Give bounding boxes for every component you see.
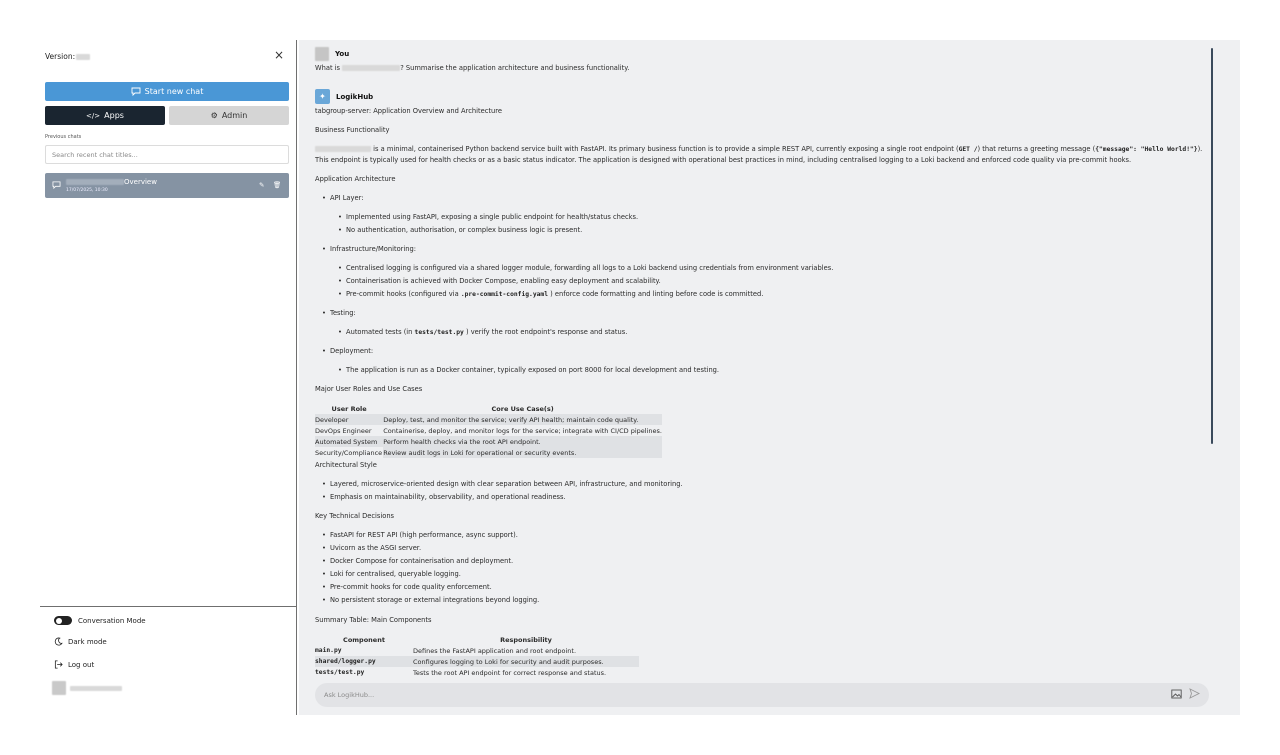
- components-table: [315, 634, 639, 678]
- table-row: [315, 425, 662, 436]
- table-cell: Review audit logs in Loki for operational or security events.: [383, 447, 662, 458]
- list-item: • No persistent storage or external integrations beyond logging.: [330, 596, 539, 604]
- trash-icon[interactable]: 🗑: [273, 181, 282, 189]
- redacted-app-name: [342, 65, 400, 71]
- chat-title: [66, 178, 157, 186]
- pencil-icon[interactable]: ✎: [259, 181, 265, 189]
- image-upload-icon[interactable]: [1171, 689, 1182, 702]
- conversation-mode-label: Conversation Mode: [78, 616, 146, 625]
- table-cell: shared/logger.py: [315, 656, 413, 667]
- list-item: • Infrastructure/Monitoring:: [330, 245, 416, 253]
- table-cell: Developer: [315, 414, 383, 425]
- inline-code: GET /: [958, 146, 978, 153]
- text: ) that returns a greeting message (: [977, 145, 1096, 153]
- version-value-redacted: [76, 54, 90, 60]
- table-cell: Tests the root API endpoint for correct response and status.: [413, 668, 607, 677]
- sidebar: [40, 40, 297, 715]
- redacted-app-name: [315, 146, 371, 152]
- text: ).: [1197, 145, 1203, 153]
- logout-button[interactable]: [54, 660, 94, 669]
- table-header: Responsibility: [500, 635, 552, 644]
- version-label: Version:: [45, 52, 76, 61]
- architecture-heading: Application Architecture: [315, 175, 396, 183]
- user-message: [315, 64, 629, 72]
- list-item: • Implemented using FastAPI, exposing a single public endpoint for health/status checks.: [346, 213, 638, 221]
- table-header: Component: [343, 635, 385, 644]
- table-row: [315, 656, 639, 667]
- user-name: You: [335, 50, 350, 58]
- text: is a minimal, containerised Python backend service built with FastAPI. Its primary business function is to provide a simple REST API, currently exposing a single root endpoint (: [373, 145, 959, 153]
- list-item: • No authentication, authorisation, or complex business logic is present.: [346, 226, 582, 234]
- sidebar-top: [40, 40, 297, 606]
- logout-icon: [54, 660, 63, 669]
- list-item: • Docker Compose for containerisation and deployment.: [330, 557, 513, 565]
- toggle-switch[interactable]: [54, 616, 72, 625]
- list-item: • API Layer:: [330, 194, 364, 202]
- list-item: • Centralised logging is configured via a shared logger module, forwarding all logs to a Loki backend using credentials from environment variables.: [346, 264, 833, 272]
- admin-label: Admin: [221, 111, 248, 120]
- dark-mode-button[interactable]: [54, 637, 107, 646]
- chat-bubble-icon: [52, 181, 61, 191]
- list-item: • Layered, microservice-oriented design with clear separation between API, infrastructure, and monitoring.: [330, 480, 683, 488]
- list-item: • Emphasis on maintainability, observability, and operational readiness.: [330, 493, 566, 501]
- text: Automated tests (in: [346, 328, 413, 336]
- user-message-prefix: What is: [315, 64, 341, 72]
- version-info: [45, 52, 90, 61]
- gear-icon: ⚙: [210, 111, 218, 120]
- table-cell: main.py: [315, 647, 342, 654]
- table-cell: tests/test.py: [315, 669, 365, 676]
- chat-input[interactable]: [315, 683, 1209, 707]
- table-cell: Defines the FastAPI application and root endpoint.: [413, 646, 577, 655]
- table-header: User Role: [331, 404, 367, 413]
- bot-name: LogikHub: [336, 92, 374, 101]
- chat-title-text: Overview: [124, 178, 157, 186]
- chat-date: 17/07/2025, 10:30: [66, 188, 108, 193]
- list-item: [346, 328, 627, 336]
- chat-input-placeholder: Ask LogikHub...: [324, 691, 375, 699]
- table-cell: Containerise, deploy, and monitor logs for the service; integrate with CI/CD pipelines.: [383, 426, 662, 435]
- text: ) verify the root endpoint's response and status.: [465, 328, 628, 336]
- search-chats-input[interactable]: [45, 145, 289, 164]
- close-sidebar-button[interactable]: [273, 49, 285, 61]
- chat-bubble-icon: [131, 87, 141, 96]
- table-row: [315, 645, 639, 656]
- inline-code: .pre-commit-config.yaml: [460, 291, 549, 298]
- logout-label: Log out: [68, 660, 95, 669]
- table-cell: Automated System: [315, 436, 383, 447]
- response-title: tabgroup-server: Application Overview and Architecture: [315, 107, 502, 115]
- list-item: • Uvicorn as the ASGI server.: [330, 544, 421, 552]
- text: ) enforce code formatting and linting before code is committed.: [550, 290, 764, 298]
- user-message-header: [315, 47, 349, 61]
- roles-table: [315, 403, 662, 458]
- start-new-chat-label: Start new chat: [144, 87, 204, 96]
- table-row: [315, 414, 662, 425]
- avatar: [52, 681, 66, 695]
- roles-heading: Major User Roles and Use Cases: [315, 385, 423, 393]
- table-cell: Perform health checks via the root API endpoint.: [383, 436, 662, 447]
- moon-icon: [54, 637, 63, 646]
- conversation: [315, 40, 1203, 680]
- bot-message-header: [315, 89, 373, 104]
- list-item: • Deployment:: [330, 347, 373, 355]
- apps-label: Apps: [104, 111, 124, 120]
- inline-code: tests/test.py: [414, 329, 464, 336]
- text: Pre-commit hooks (configured via: [346, 290, 459, 298]
- business-paragraph-1: [315, 145, 1202, 153]
- list-item: • Testing:: [330, 309, 356, 317]
- table-cell: Configures logging to Loki for security and audit purposes.: [413, 656, 639, 667]
- conversation-mode-toggle[interactable]: [54, 616, 146, 625]
- chat-main-area: [299, 40, 1240, 715]
- list-item: • Loki for centralised, queryable logging.: [330, 570, 461, 578]
- user-name-redacted: [70, 686, 122, 691]
- app-window: [40, 40, 1240, 715]
- bot-logo-icon: ✦: [315, 89, 330, 104]
- table-header: Core Use Case(s): [491, 404, 554, 413]
- user-profile[interactable]: [52, 681, 122, 695]
- summary-heading: Summary Table: Main Components: [315, 616, 432, 624]
- business-paragraph-2: This endpoint is typically used for health checks or as a basic status indicator. The application is designed with operational best practices in mind, including centralised logging to a Loki backend and enforced code quality via pre-commit hooks.: [315, 156, 1132, 164]
- previous-chats-label: Previous chats: [45, 134, 82, 140]
- start-new-chat-button[interactable]: [45, 82, 289, 101]
- table-cell: Security/Compliance: [315, 448, 383, 457]
- list-item: • Pre-commit hooks for code quality enforcement.: [330, 583, 492, 591]
- admin-button[interactable]: [169, 106, 289, 125]
- send-icon[interactable]: [1189, 688, 1200, 702]
- list-item: • The application is run as a Docker container, typically exposed on port 8000 for local development and testing.: [346, 366, 719, 374]
- apps-button[interactable]: [45, 106, 165, 125]
- close-icon: ×: [273, 48, 285, 62]
- sidebar-bottom: [40, 606, 297, 715]
- list-item: • Containerisation is achieved with Docker Compose, enabling easy deployment and scalability.: [346, 277, 661, 285]
- table-cell: Deploy, test, and monitor the service; verify API health; maintain code quality.: [383, 414, 662, 425]
- user-avatar: [315, 47, 329, 61]
- dark-mode-label: Dark mode: [68, 637, 107, 646]
- style-heading: Architectural Style: [315, 461, 377, 469]
- table-row: [315, 436, 662, 447]
- business-heading: Business Functionality: [315, 126, 390, 134]
- chat-list-item[interactable]: [45, 173, 289, 198]
- table-row: [315, 447, 662, 458]
- search-placeholder: Search recent chat titles...: [52, 150, 138, 159]
- code-icon: </>: [86, 111, 101, 120]
- table-row: [315, 667, 639, 678]
- scrollbar[interactable]: [1211, 48, 1213, 444]
- decisions-heading: Key Technical Decisions: [315, 512, 395, 520]
- inline-code: {"message": "Hello World!"}: [1095, 146, 1198, 153]
- user-message-suffix: ? Summarise the application architecture and business functionality.: [400, 64, 630, 72]
- list-item: • FastAPI for REST API (high performance, async support).: [330, 531, 518, 539]
- list-item: [346, 290, 763, 298]
- chat-title-redacted: [66, 179, 124, 185]
- table-cell: DevOps Engineer: [315, 426, 372, 435]
